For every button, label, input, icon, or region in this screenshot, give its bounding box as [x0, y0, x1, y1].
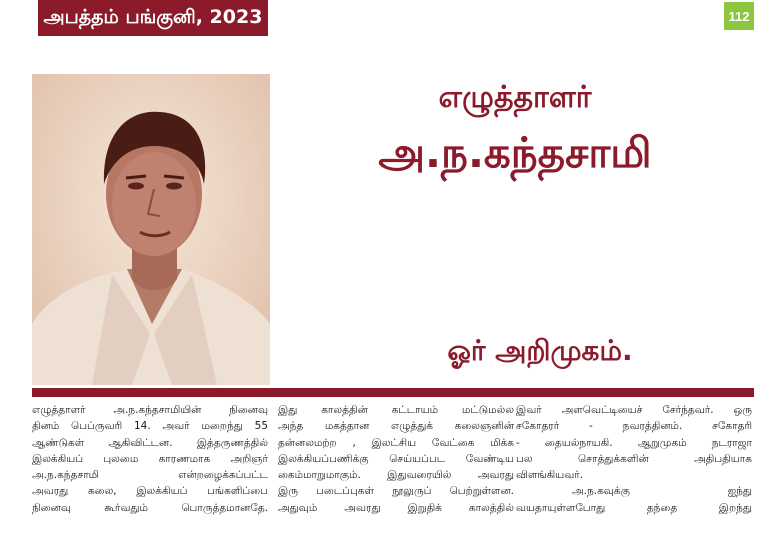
author-portrait — [32, 74, 270, 385]
divider-rule — [32, 388, 754, 397]
body-line: பல சொத்துக்களின் அதிபதியாக — [516, 452, 752, 465]
masthead: அபத்தம் பங்குனி, 2023 — [38, 0, 268, 36]
body-line: அதுவும் அவரது இறுதிக் காலத்தில் — [278, 501, 514, 514]
body-line: தினம் பெப்ருவரி 14. அவர் மறைந்து 55 — [32, 420, 268, 433]
page-number: 112 — [724, 2, 754, 30]
body-line: இவர் அளவெட்டியைச் சேர்ந்தவர். ஒரு — [516, 404, 752, 416]
portrait-photo-icon — [32, 74, 270, 385]
body-column-3 — [516, 402, 752, 533]
article-title: அ.ந.கந்தசாமி — [378, 128, 652, 177]
body-line: கைம்மாறுமாகும். இதுவரையில் அவரது — [278, 469, 514, 482]
body-line: அ.ந.கவுக்கு ஐந்து — [572, 485, 752, 498]
body-line: இது காலத்தின் கட்டாயம் மட்டுமல்ல — [278, 404, 514, 416]
body-line: அ.ந.கந்தசாமி என்றழைக்கப்பட்ட — [32, 469, 268, 482]
body-line: இலக்கியப்பணிக்கு செய்யப்பட வேண்டிய — [278, 452, 514, 465]
title-prefix: எழுத்தாளர் — [438, 80, 592, 115]
body-line: தன்னலமற்ற , இலட்சிய வேட்கை மிக்க — [278, 436, 514, 449]
body-line: விளங்கியவர். — [516, 469, 584, 482]
body-column-2 — [278, 402, 514, 533]
body-line: அவரது கலை, இலக்கியப் பங்களிப்பை — [32, 485, 268, 498]
body-line: ஆண்டுகள் ஆகிவிட்டன. இத்தருணத்தில் — [32, 436, 268, 449]
body-line: இலக்கியப் புலமை காரணமாக அறிஞர் — [32, 452, 268, 465]
body-line: எழுத்தாளர் அ.ந.கந்தசாமியின் நினைவு — [32, 404, 268, 416]
article-subtitle: ஓர் அறிமுகம். — [447, 334, 633, 367]
body-line: அந்த மகத்தான எழுத்துக் கலைஞனின் — [278, 420, 514, 433]
body-column-1 — [32, 402, 268, 533]
body-line: சகோதரர் - நவரத்தினம். சகோதரி — [516, 420, 752, 433]
body-line: நினைவு கூர்வதும் பொருத்தமானதே. — [32, 501, 268, 514]
body-line: - தையல்நாயகி. ஆறுமுகம் நடராஜா — [516, 436, 752, 449]
body-line: வயதாயுள்ளபோது தந்தை இறந்து — [516, 501, 752, 514]
body-line: இரு படைப்புகள் நூலுருப் பெற்றுள்ளன. — [278, 485, 514, 498]
